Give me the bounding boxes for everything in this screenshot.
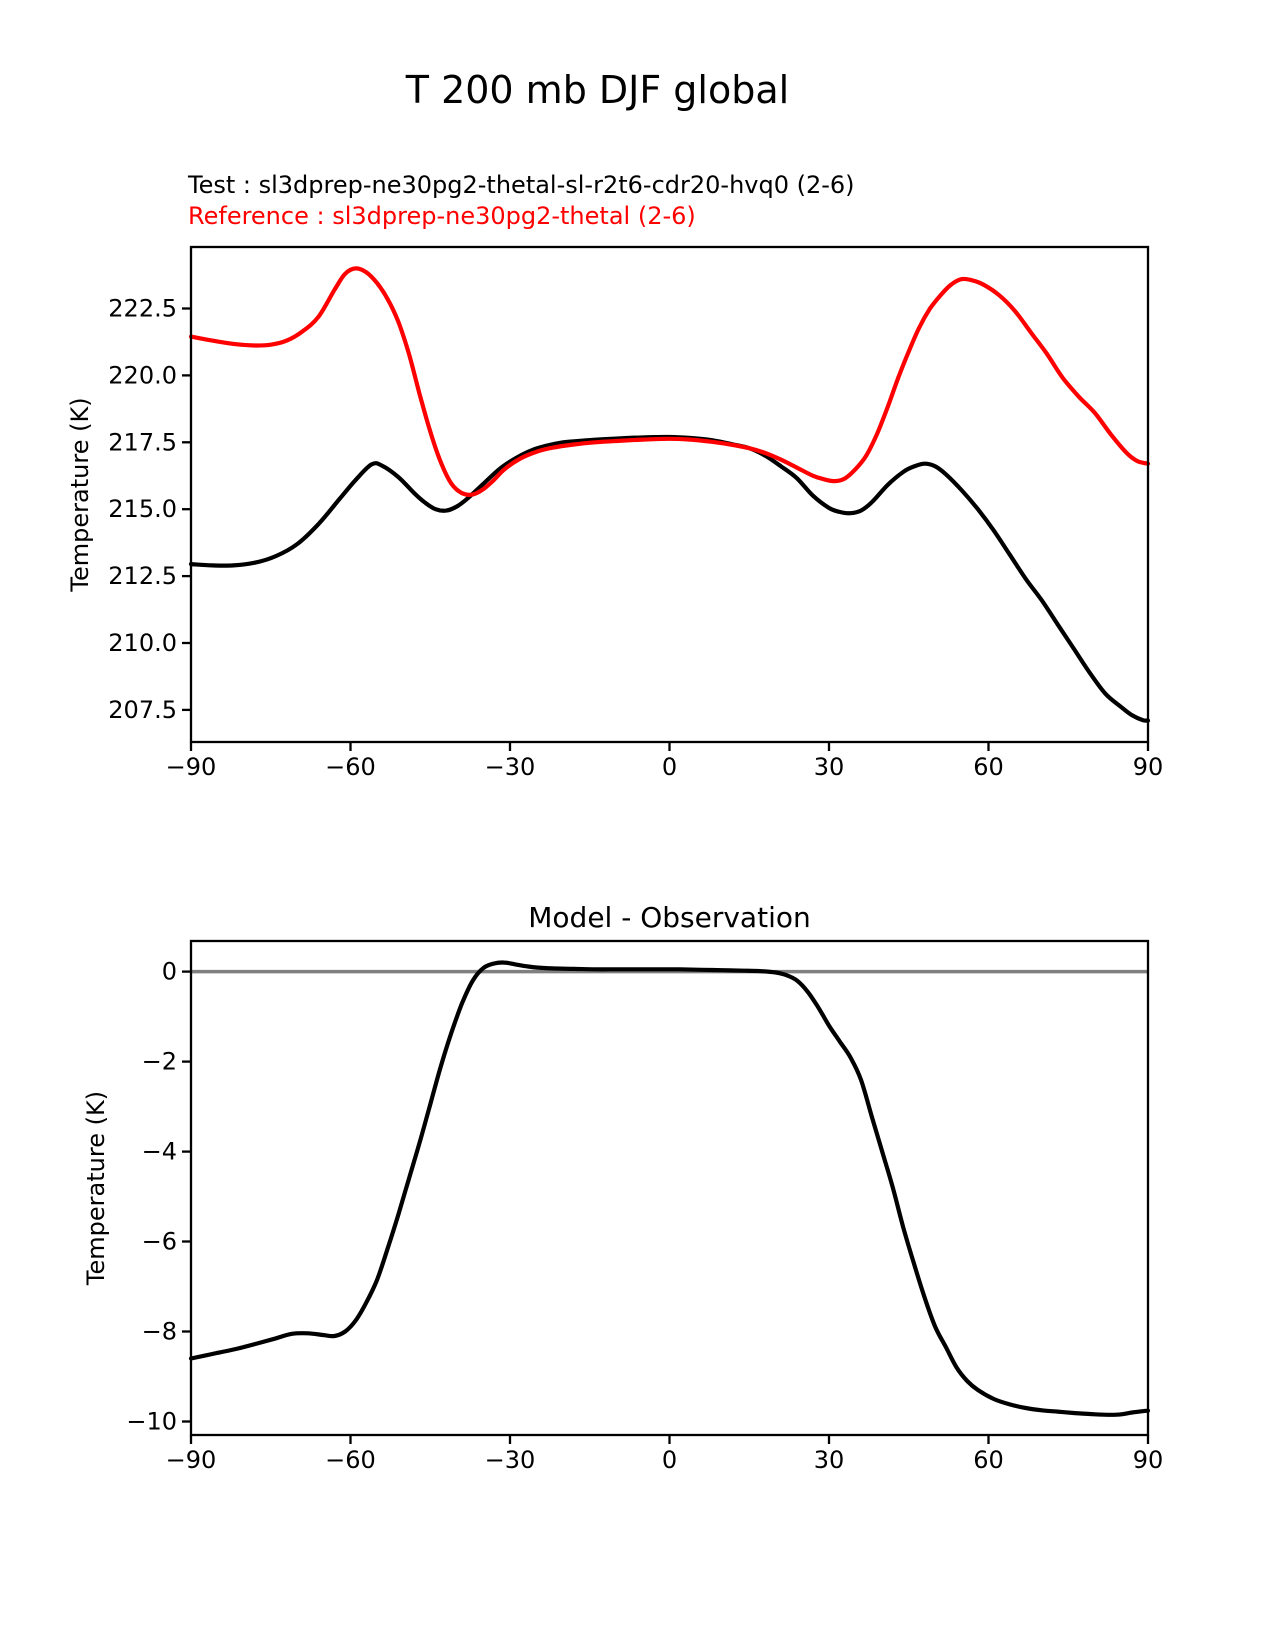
top-chart xyxy=(66,247,1163,781)
y-axis-label: Temperature (K) xyxy=(66,397,94,592)
test-line xyxy=(191,437,1148,721)
test-run-label: Test : sl3dprep-ne30pg2-thetal-sl-r2t6-cdr20-hvq0 (2-6) xyxy=(188,171,855,199)
x-tick-label: 90 xyxy=(1132,753,1164,781)
axes-frame xyxy=(191,941,1148,1435)
y-tick-label: 217.5 xyxy=(108,428,177,457)
y-tick-label: 215.0 xyxy=(108,495,177,524)
y-tick-label: 0 xyxy=(161,957,177,986)
y-tick-label: 207.5 xyxy=(108,695,177,724)
y-tick-label: −2 xyxy=(141,1047,177,1076)
y-tick-label: −10 xyxy=(126,1407,177,1436)
figure-title: T 200 mb DJF global xyxy=(405,68,790,112)
diff-line xyxy=(191,963,1148,1415)
x-tick-label: −60 xyxy=(325,1446,376,1474)
x-tick-label: 30 xyxy=(813,1446,845,1474)
reference-run-label: Reference : sl3dprep-ne30pg2-thetal (2-6) xyxy=(188,202,696,230)
x-tick-label: 30 xyxy=(813,753,845,781)
x-tick-label: 0 xyxy=(661,753,678,781)
x-tick-label: 90 xyxy=(1132,1446,1164,1474)
y-tick-label: −8 xyxy=(141,1317,177,1346)
y-tick-label: 222.5 xyxy=(108,294,177,323)
x-tick-label: 0 xyxy=(661,1446,678,1474)
y-tick-label: 212.5 xyxy=(108,562,177,591)
bottom-chart xyxy=(82,901,1163,1474)
axes-title: Model - Observation xyxy=(528,901,811,934)
y-tick-label: −6 xyxy=(141,1227,177,1256)
y-tick-label: 220.0 xyxy=(108,361,177,390)
x-tick-label: −90 xyxy=(165,753,217,781)
x-tick-label: −60 xyxy=(325,753,376,781)
x-tick-label: −30 xyxy=(484,753,536,781)
y-tick-label: −4 xyxy=(141,1137,177,1166)
y-axis-label: Temperature (K) xyxy=(82,1090,110,1286)
x-tick-label: −90 xyxy=(165,1446,217,1474)
x-tick-label: 60 xyxy=(973,1446,1004,1474)
x-tick-label: −30 xyxy=(484,1446,536,1474)
y-tick-label: 210.0 xyxy=(108,629,177,657)
reference-line xyxy=(191,268,1148,494)
x-tick-label: 60 xyxy=(973,753,1004,781)
axes-frame xyxy=(191,247,1148,742)
